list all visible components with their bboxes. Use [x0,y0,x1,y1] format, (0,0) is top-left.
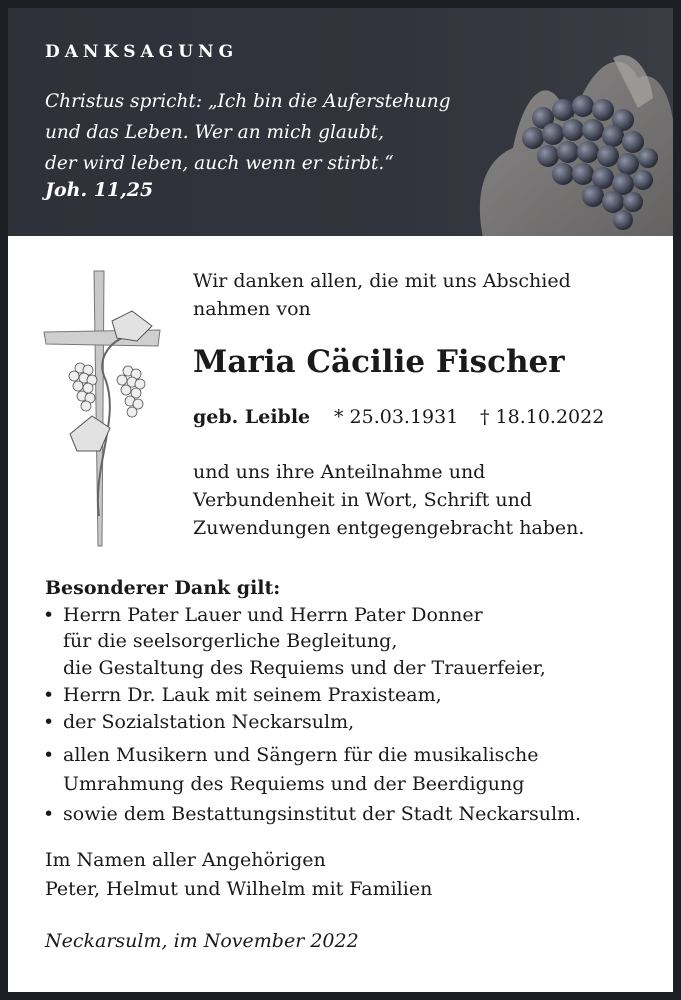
thanks-line: und uns ihre Anteilnahme und [193,461,486,483]
quote-line: Christus spricht: „Ich bin die Auferstehung [45,91,451,112]
intro-line: nahmen von [193,298,311,320]
thanks-item: Herrn Pater Lauer und Herrn Pater Donner [63,604,483,626]
deceased-name: Maria Cäcilie Fischer [193,344,565,380]
thanks-item: allen Musikern und Sängern für die musikalische [63,744,539,766]
maiden-name: geb. Leible [193,406,311,428]
special-thanks-heading: Besonderer Dank gilt: [45,577,281,599]
thanks-item: Herrn Dr. Lauk mit seinem Praxisteam, [63,684,442,706]
header-banner [8,8,673,236]
bible-reference: Joh. 11,25 [45,179,154,201]
cross-with-vine-icon [42,266,162,551]
hands-with-grapes-image [463,38,673,236]
bullet-icon: • [43,684,55,706]
thanks-item: für die seelsorgerliche Begleitung, [63,630,398,652]
thanks-item: die Gestaltung des Requiems und der Trauerfeier, [63,657,546,679]
kicker-title: DANKSAGUNG [45,42,239,62]
bullet-icon: • [43,744,55,766]
intro-line: Wir danken allen, die mit uns Abschied [193,270,571,292]
bible-quote [45,86,451,179]
quote-line: und das Leben. Wer an mich glaubt, [45,122,384,143]
quote-line: der wird leben, auch wenn er stirbt.“ [45,153,394,174]
obituary-notice [8,8,673,992]
place-date: Neckarsulm, im November 2022 [45,930,359,952]
signature-line: Im Namen aller Angehörigen [45,849,326,871]
bullet-icon: • [43,803,55,825]
thanks-item: der Sozialstation Neckarsulm, [63,711,355,733]
thanks-line: Zuwendungen entgegengebracht haben. [193,517,585,539]
thanks-item: sowie dem Bestattungsinstitut der Stadt Neckarsulm. [63,803,582,825]
thanks-line: Verbundenheit in Wort, Schrift und [193,489,533,511]
signature-line: Peter, Helmut und Wilhelm mit Familien [45,878,433,900]
death-date: † 18.10.2022 [480,406,605,428]
thanks-item: Umrahmung des Requiems und der Beerdigung [63,773,525,795]
bullet-icon: • [43,711,55,733]
bullet-icon: • [43,604,55,626]
birth-date: * 25.03.1931 [334,406,459,428]
